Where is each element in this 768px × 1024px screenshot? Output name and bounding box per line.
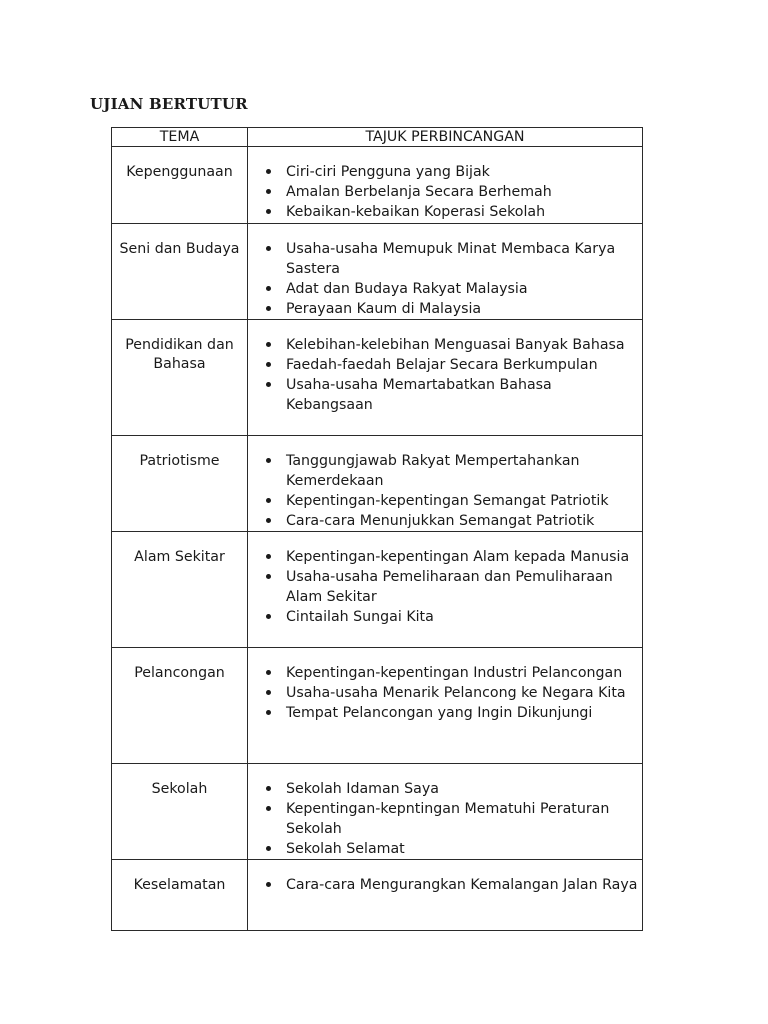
tema-cell: Keselamatan: [112, 860, 248, 931]
topic-item: Kepentingan-kepntingan Mematuhi Peraturan Sekolah: [286, 799, 638, 839]
tema-cell: Pelancongan: [112, 648, 248, 764]
topics-cell: [248, 320, 643, 436]
topic-item: Perayaan Kaum di Malaysia: [286, 299, 638, 319]
topic-item: Tanggungjawab Rakyat Mempertahankan Kemerdekaan: [286, 451, 638, 491]
topic-list: [248, 451, 638, 531]
topic-item: Sekolah Idaman Saya: [286, 779, 638, 799]
header-tajuk: TAJUK PERBINCANGAN: [248, 128, 643, 147]
table-row: [112, 860, 643, 931]
topic-list: [248, 162, 638, 222]
topic-list: [248, 547, 638, 627]
tema-cell: Alam Sekitar: [112, 532, 248, 648]
topics-cell: [248, 436, 643, 532]
topic-item: Faedah-faedah Belajar Secara Berkumpulan: [286, 355, 638, 375]
topic-list: [248, 239, 638, 319]
topics-table: [111, 127, 643, 931]
topic-list: [248, 335, 638, 415]
table-row: [112, 436, 643, 532]
table-row: [112, 224, 643, 320]
tema-cell: Kepenggunaan: [112, 147, 248, 224]
topic-item: Sekolah Selamat: [286, 839, 638, 859]
table-row: [112, 764, 643, 860]
topic-list: [248, 875, 638, 895]
topic-item: Usaha-usaha Memupuk Minat Membaca Karya Sastera: [286, 239, 638, 279]
topic-item: Usaha-usaha Menarik Pelancong ke Negara Kita: [286, 683, 638, 703]
topic-list: [248, 779, 638, 859]
header-tema: TEMA: [112, 128, 248, 147]
topics-cell: [248, 860, 643, 931]
table-header-row: [112, 128, 643, 147]
topics-cell: [248, 224, 643, 320]
table-row: [112, 320, 643, 436]
topics-cell: [248, 147, 643, 224]
topic-item: Cara-cara Menunjukkan Semangat Patriotik: [286, 511, 638, 531]
topic-list: [248, 663, 638, 723]
topic-item: Usaha-usaha Memartabatkan Bahasa Kebangsaan: [286, 375, 638, 415]
document-title: UJIAN BERTUTUR: [90, 95, 248, 113]
topic-item: Usaha-usaha Pemeliharaan dan Pemuliharaan Alam Sekitar: [286, 567, 638, 607]
topic-item: Ciri-ciri Pengguna yang Bijak: [286, 162, 638, 182]
topics-cell: [248, 648, 643, 764]
topic-item: Tempat Pelancongan yang Ingin Dikunjungi: [286, 703, 638, 723]
topics-cell: [248, 532, 643, 648]
topic-item: Amalan Berbelanja Secara Berhemah: [286, 182, 638, 202]
topics-cell: [248, 764, 643, 860]
tema-cell: Patriotisme: [112, 436, 248, 532]
topic-item: Kepentingan-kepentingan Industri Pelancongan: [286, 663, 638, 683]
tema-cell: Sekolah: [112, 764, 248, 860]
table-row: [112, 648, 643, 764]
table-row: [112, 532, 643, 648]
topic-item: Adat dan Budaya Rakyat Malaysia: [286, 279, 638, 299]
table-row: [112, 147, 643, 224]
topic-item: Kebaikan-kebaikan Koperasi Sekolah: [286, 202, 638, 222]
topic-item: Kelebihan-kelebihan Menguasai Banyak Bahasa: [286, 335, 638, 355]
tema-cell: Pendidikan dan Bahasa: [112, 320, 248, 436]
topic-item: Kepentingan-kepentingan Semangat Patriotik: [286, 491, 638, 511]
topic-item: Cara-cara Mengurangkan Kemalangan Jalan Raya: [286, 877, 638, 893]
topic-item: Cintailah Sungai Kita: [286, 607, 638, 627]
tema-cell: Seni dan Budaya: [112, 224, 248, 320]
topic-item: Kepentingan-kepentingan Alam kepada Manusia: [286, 547, 638, 567]
